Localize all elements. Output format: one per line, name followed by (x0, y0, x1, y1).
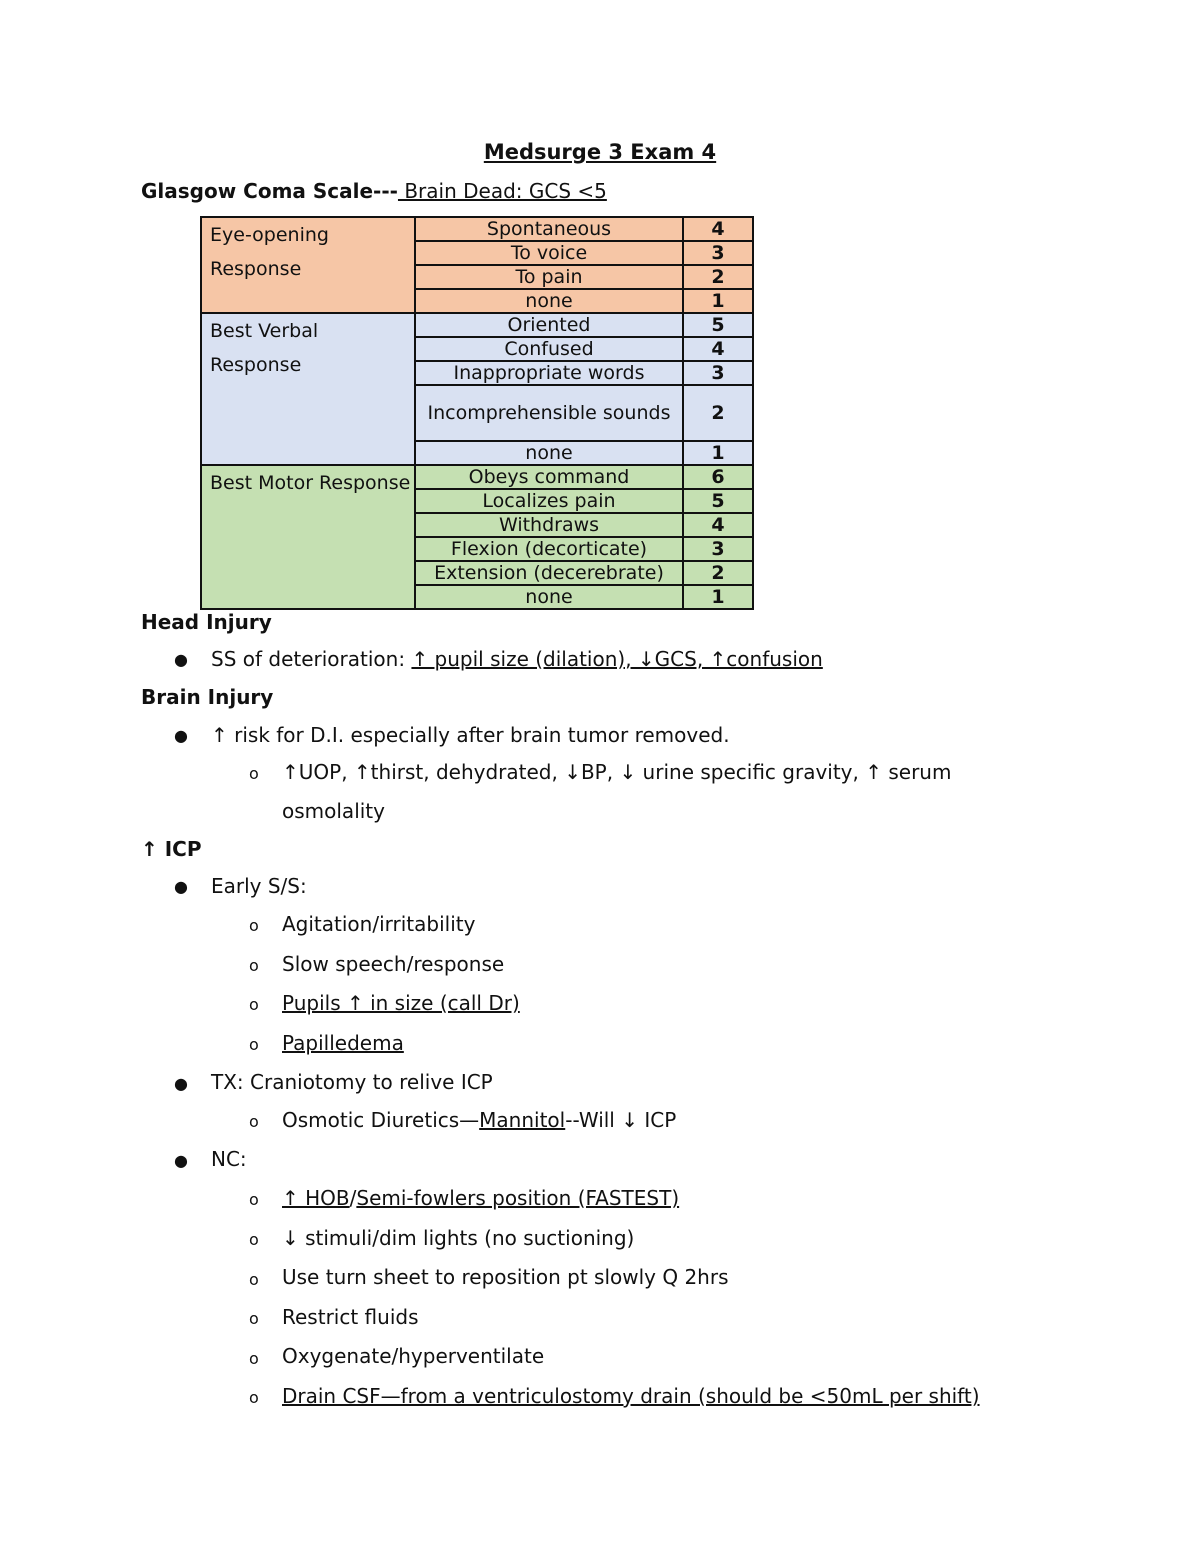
item-text: Osmotic Diuretics— (282, 1108, 480, 1132)
list-item: Agitation/irritability (282, 912, 476, 936)
list-item (211, 647, 823, 671)
table-row (201, 313, 753, 337)
category-motor: Best Motor Response (201, 465, 415, 609)
gcs-heading (141, 179, 607, 203)
circle-bullet-icon: o (249, 956, 259, 975)
list-item: Use turn sheet to reposition pt slowly Q 2hrs (282, 1265, 729, 1289)
item-text: SS of deterioration: (211, 647, 412, 671)
score-cell: 3 (683, 241, 753, 265)
response-cell: Incomprehensible sounds (415, 385, 683, 441)
bullet-icon: ● (174, 1151, 188, 1170)
score-cell: 2 (683, 561, 753, 585)
score-cell: 5 (683, 313, 753, 337)
list-item: ↑ risk for D.I. especially after brain tumor removed. (211, 723, 730, 747)
list-item: ↓ stimuli/dim lights (no suctioning) (282, 1226, 635, 1250)
score-cell: 3 (683, 361, 753, 385)
list-item: Slow speech/response (282, 952, 505, 976)
head-injury-heading: Head Injury (141, 610, 272, 634)
drug-name: Mannitol (479, 1108, 566, 1132)
bullet-icon: ● (174, 1074, 188, 1093)
list-item: Papilledema (282, 1031, 404, 1055)
score-cell: 1 (683, 585, 753, 609)
response-cell: Localizes pain (415, 489, 683, 513)
response-cell: Extension (decerebrate) (415, 561, 683, 585)
response-cell: Withdraws (415, 513, 683, 537)
score-cell: 6 (683, 465, 753, 489)
table-row (201, 465, 753, 489)
circle-bullet-icon: o (249, 1035, 259, 1054)
gcs-table (200, 216, 754, 610)
item-text: / (349, 1186, 357, 1210)
score-cell: 4 (683, 337, 753, 361)
list-item (282, 1186, 679, 1210)
circle-bullet-icon: o (249, 995, 259, 1014)
response-cell: Inappropriate words (415, 361, 683, 385)
response-cell: Spontaneous (415, 217, 683, 241)
circle-bullet-icon: o (249, 1230, 259, 1249)
page-title: Medsurge 3 Exam 4 (483, 140, 717, 164)
bullet-icon: ● (174, 650, 188, 669)
response-cell: Obeys command (415, 465, 683, 489)
score-cell: 4 (683, 513, 753, 537)
circle-bullet-icon: o (249, 764, 259, 783)
score-cell: 1 (683, 441, 753, 465)
list-item: Oxygenate/hyperventilate (282, 1344, 545, 1368)
item-text: --Will ↓ ICP (565, 1108, 677, 1132)
response-cell: Confused (415, 337, 683, 361)
circle-bullet-icon: o (249, 1270, 259, 1289)
score-cell: 2 (683, 385, 753, 441)
list-item: ↑UOP, ↑thirst, dehydrated, ↓BP, ↓ urine specific gravity, ↑ serum (282, 760, 952, 784)
bullet-icon: ● (174, 877, 188, 896)
score-cell: 2 (683, 265, 753, 289)
list-item: TX: Craniotomy to relive ICP (211, 1070, 493, 1094)
response-cell: Oriented (415, 313, 683, 337)
list-item: Early S/S: (211, 874, 307, 898)
response-cell: To pain (415, 265, 683, 289)
brain-injury-heading: Brain Injury (141, 685, 274, 709)
list-item: Drain CSF—from a ventriculostomy drain (should be <50mL per shift) (282, 1384, 980, 1408)
score-cell: 5 (683, 489, 753, 513)
circle-bullet-icon: o (249, 1349, 259, 1368)
circle-bullet-icon: o (249, 1388, 259, 1407)
gcs-heading-label: Glasgow Coma Scale--- (141, 179, 398, 203)
score-cell: 4 (683, 217, 753, 241)
list-item (282, 1108, 676, 1132)
list-item: Pupils ↑ in size (call Dr) (282, 991, 520, 1015)
response-cell: none (415, 441, 683, 465)
list-item-continued: osmolality (282, 799, 385, 823)
list-item: NC: (211, 1147, 247, 1171)
item-text-underlined: Semi-fowlers position (FASTEST) (356, 1186, 680, 1210)
score-cell: 1 (683, 289, 753, 313)
circle-bullet-icon: o (249, 1190, 259, 1209)
circle-bullet-icon: o (249, 916, 259, 935)
brain-dead-note: Brain Dead: GCS <5 (397, 179, 607, 203)
response-cell: Flexion (decorticate) (415, 537, 683, 561)
circle-bullet-icon: o (249, 1112, 259, 1131)
response-cell: none (415, 585, 683, 609)
icp-heading: ↑ ICP (141, 837, 202, 861)
category-eye: Eye-opening Response (201, 217, 415, 313)
response-cell: To voice (415, 241, 683, 265)
item-text-underlined: ↑ HOB (282, 1186, 350, 1210)
category-verbal: Best Verbal Response (201, 313, 415, 465)
table-row (201, 217, 753, 241)
response-cell: none (415, 289, 683, 313)
score-cell: 3 (683, 537, 753, 561)
item-text-underlined: ↑ pupil size (dilation), ↓GCS, ↑confusion (411, 647, 823, 671)
bullet-icon: ● (174, 726, 188, 745)
circle-bullet-icon: o (249, 1309, 259, 1328)
list-item: Restrict fluids (282, 1305, 419, 1329)
